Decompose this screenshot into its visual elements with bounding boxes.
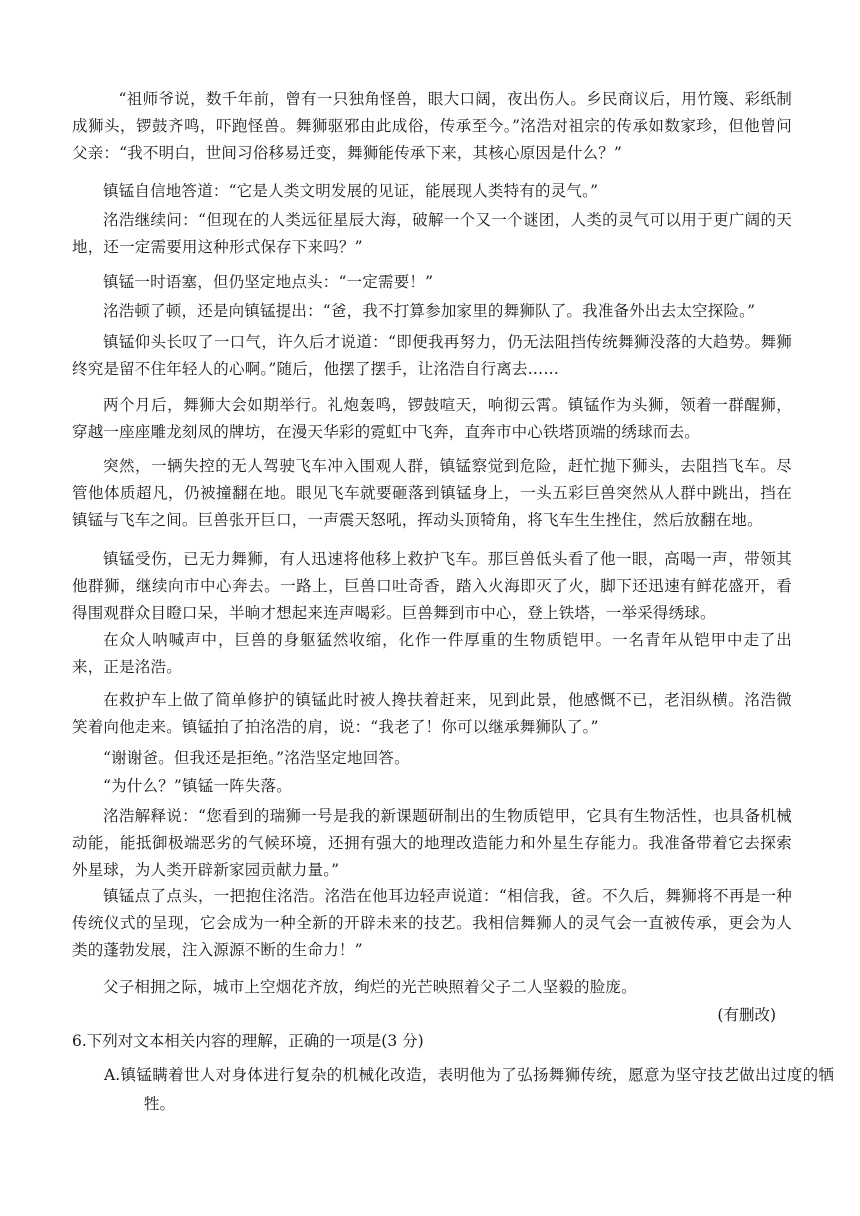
paragraph-4: 镇锰一时语塞，但仍坚定地点头：“一定需要！”: [103, 273, 434, 291]
paragraph-12: “谢谢爸。但我还是拒绝。”洺浩坚定地回答。: [103, 749, 410, 767]
paragraph-14: 洺浩解释说：“您看到的瑞狮一号是我的新课题研制出的生物质铠甲，它具有生物活性，也具备机械动能，能抵御极端恶劣的气候环境，还拥有强大的地理改造能力和外星生存能力。我准备带着它去探索外星球，为人类开辟新家园贡献力量。”: [72, 807, 792, 879]
option-a[interactable]: A.镇锰瞒着世人对身体进行复杂的机械化改造，表明他为了弘扬舞狮传统，愿意为坚守技艺做出过度的牺牲。: [104, 1066, 834, 1113]
paragraph-13: “为什么？”镇锰一阵失落。: [103, 777, 292, 795]
paragraph-10: 在众人呐喊声中，巨兽的身躯猛然收缩，化作一件厚重的生物质铠甲。一名青年从铠甲中走了出来，正是洺浩。: [72, 631, 792, 676]
paragraph-3: 洺浩继续问：“但现在的人类远征星辰大海，破解一个又一个谜团，人类的灵气可以用于更广阔的天地，还一定需要用这种形式保存下来吗？”: [72, 211, 792, 256]
source-note: (有删改): [717, 1006, 776, 1024]
paragraph-6: 镇锰仰头长叹了一口气，许久后才说道：“即便我再努力，仍无法阻挡传统舞狮没落的大趋势。舞狮终究是留不住年轻人的心啊。”随后，他摆了摆手，让洺浩自行离去……: [72, 333, 792, 378]
paragraph-2: 镇锰自信地答道：“它是人类文明发展的见证，能展现人类特有的灵气。”: [103, 182, 599, 200]
paragraph-7: 两个月后，舞狮大会如期举行。礼炮轰鸣，锣鼓喧天，响彻云霄。镇锰作为头狮，领着一群醒狮，穿越一座座雕龙刻凤的牌坊，在漫天华彩的霓虹中飞奔，直奔市中心铁塔顶端的绣球而去。: [72, 396, 792, 441]
paragraph-9: 镇锰受伤，已无力舞狮，有人迅速将他移上救护飞车。那巨兽低头看了他一眼，高喝一声，带领其他群狮，继续向市中心奔去。一路上，巨兽口吐奇香，踏入火海即灭了火，脚下还迅速有鲜花盛开，看得围观群众目瞪口呆，半晌才想起来连声喝彩。巨兽舞到市中心，登上铁塔，一举采得绣球。: [72, 550, 792, 622]
paragraph-1: “祖师爷说，数千年前，曾有一只独角怪兽，眼大口阔，夜出伤人。乡民商议后，用竹篾、彩纸制成狮头，锣鼓齐鸣，吓跑怪兽。舞狮驱邪由此成俗，传承至今。”洺浩对祖宗的传承如数家珍，但他曾问父亲：“我不明白，世间习俗移易迁变，舞狮能传承下来，其核心原因是什么？”: [72, 90, 792, 162]
paragraph-15: 镇锰点了点头，一把抱住洺浩。洺浩在他耳边轻声说道：“相信我，爸。不久后，舞狮将不再是一种传统仪式的呈现，它会成为一种全新的开辟未来的技艺。我相信舞狮人的灵气会一直被传承，更会为人类的蓬勃发展，注入源源不断的生命力！”: [72, 887, 792, 959]
paragraph-8: 突然，一辆失控的无人驾驶飞车冲入围观人群，镇锰察觉到危险，赶忙抛下狮头，去阻挡飞车。尽管他体质超凡，仍被撞翻在地。眼见飞车就要砸落到镇锰身上，一头五彩巨兽突然从人群中跳出，挡在镇锰与飞车之间。巨兽张开巨口，一声震天怒吼，挥动头顶犄角，将飞车生生挫住，然后放翻在地。: [72, 457, 792, 529]
paragraph-5: 洺浩顿了顿，还是向镇锰提出：“爸，我不打算参加家里的舞狮队了。我准备外出去太空探险。”: [103, 302, 756, 320]
paragraph-11: 在救护车上做了简单修护的镇锰此时被人搀扶着赶来，见到此景，他感慨不已，老泪纵横。洺浩微笑着向他走来。镇锰拍了拍洺浩的肩，说：“我老了！你可以继承舞狮队了。”: [72, 691, 792, 736]
question-stem: 6.下列对文本相关内容的理解，正确的一项是(3 分): [72, 1032, 424, 1050]
paragraph-16: 父子相拥之际，城市上空烟花齐放，绚烂的光芒映照着父子二人坚毅的脸庞。: [103, 978, 637, 996]
